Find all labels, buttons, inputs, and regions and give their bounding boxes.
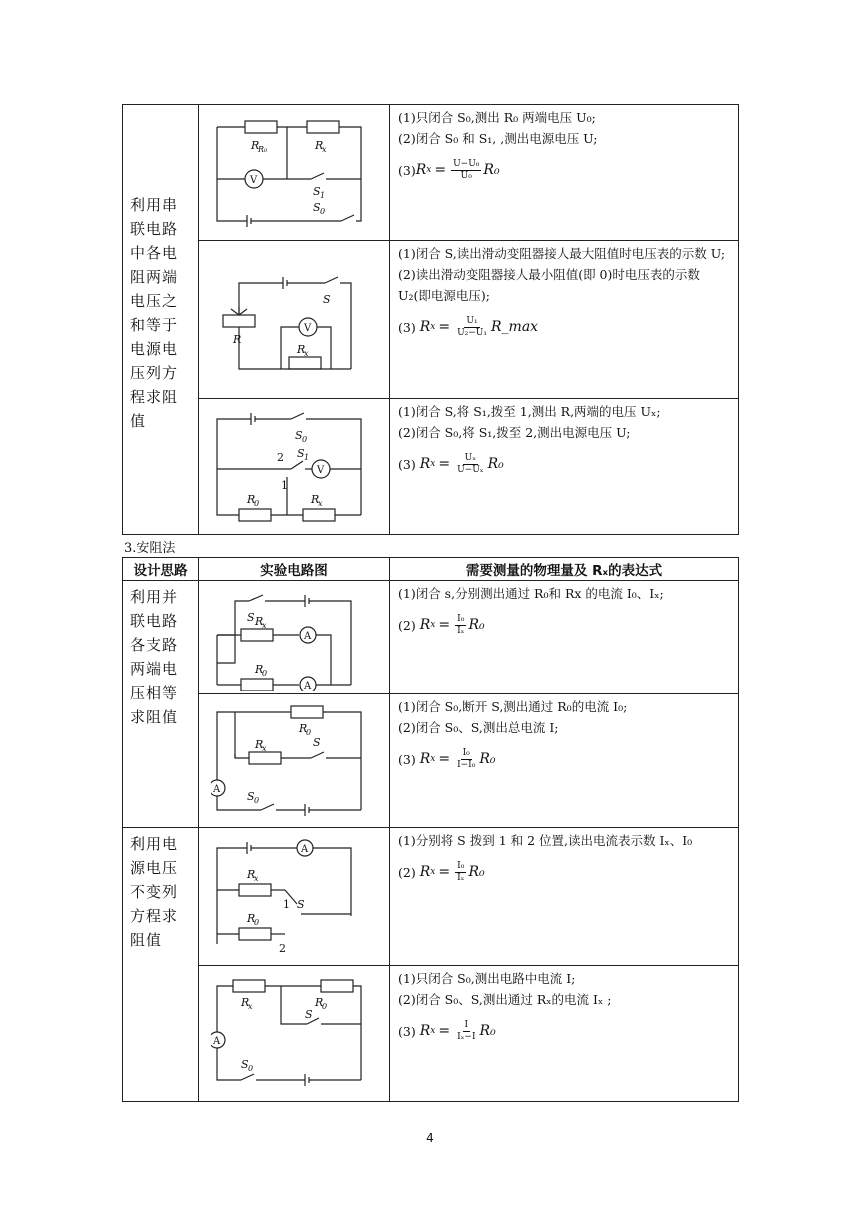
svg-text:0: 0	[254, 918, 260, 927]
formula-prefix: (3)	[398, 319, 416, 335]
circuit-diagram	[211, 972, 381, 1096]
formula: (3) R x = $\frac{I}{\text{Iₓ−I}}$ R₀	[398, 1019, 496, 1042]
svg-text:0: 0	[262, 669, 268, 678]
numerator: U₁	[466, 315, 478, 326]
fraction	[455, 614, 466, 637]
voltmeter-label: V	[304, 323, 312, 334]
formula: (3) R x = $\frac{\text{U₁}}{\text{U₂−U₁}}$ R_max	[398, 315, 539, 338]
svg-text:x: x	[318, 499, 323, 508]
category-cell	[123, 828, 199, 1102]
step-text: (1)闭合 S,读出滑动变阻器接人最大阻值时电压表的示数 U;	[398, 246, 726, 261]
svg-text:S: S	[313, 736, 321, 749]
svg-text:R: R	[315, 139, 324, 152]
formula-tail: R₀	[468, 616, 485, 633]
step-text: (2)闭合 S₀、S,测出总电流 I;	[398, 720, 559, 735]
numerator: Uₓ	[464, 452, 477, 463]
circuit-diagram	[211, 834, 381, 958]
measurement-cell	[390, 399, 739, 535]
svg-text:S: S	[247, 611, 255, 624]
svg-text:0: 0	[254, 796, 260, 805]
circuit-diagram	[211, 247, 381, 387]
voltmeter-label: V	[317, 465, 325, 476]
header-cell: 实验电路图	[199, 558, 390, 581]
svg-text:S: S	[323, 293, 331, 306]
numerator: I₀	[462, 747, 470, 758]
formula: (3) R x = $\frac{\text{Uₓ}}{\text{U−Uₓ}}$ R₀	[398, 452, 504, 475]
denominator: I−I₀	[457, 759, 476, 770]
formula-lhs-sub: x	[430, 753, 436, 764]
formula-tail: R₀	[479, 750, 496, 767]
formula-prefix: (2)	[398, 617, 416, 633]
formula-tail: R₀	[479, 1022, 496, 1039]
step-text: (1)分别将 S 拨到 1 和 2 位置,读出电流表示数 Iₓ、I₀	[398, 833, 693, 848]
category-text: 利用并联电路各支路两端电压相等求阻值	[130, 588, 179, 726]
fraction	[455, 453, 486, 476]
header-cell: 需要测量的物理量及 Rₓ的表达式	[390, 558, 739, 581]
header-cell: 设计思路	[123, 558, 199, 581]
svg-text:0: 0	[320, 207, 326, 216]
svg-text:R: R	[233, 333, 242, 346]
denominator: U−Uₓ	[457, 464, 484, 475]
svg-text:R: R	[315, 996, 324, 1009]
label-1: 1	[283, 898, 290, 911]
formula-tail: R₀	[468, 863, 485, 880]
step-text: (2)读出滑动变阻器接人最小阻值(即 0)时电压表的示数 U₂(即电源电压);	[398, 267, 700, 303]
denominator: U₂−U₁	[457, 327, 487, 338]
formula: (3) R x = $\frac{\text{U−U₀}}{\text{U₀}}$ R₀	[398, 158, 500, 181]
category-text: 利用电源电压不变列方程求阻值	[130, 835, 179, 949]
step-text: (1)闭合 S₀,断开 S,测出通过 R₀的电流 I₀;	[398, 699, 628, 714]
svg-text:x: x	[322, 145, 327, 154]
circuit-diagram-cell	[199, 581, 390, 694]
circuit-diagram-cell	[199, 241, 390, 399]
numerator: I₀	[457, 860, 465, 871]
formula-tail: R₀	[487, 455, 504, 472]
denominator: Iₓ	[457, 625, 465, 636]
ammeter-label: A	[304, 681, 312, 691]
svg-text:R: R	[247, 912, 256, 925]
formula-lhs-sub: x	[430, 321, 436, 332]
section-title: 3.安阻法	[124, 541, 176, 556]
measurement-cell	[390, 105, 739, 241]
formula-lhs: R	[419, 1022, 431, 1039]
svg-text:S: S	[241, 1058, 249, 1071]
step-text: (1)闭合 S,将 S₁,拨至 1,测出 R,两端的电压 Uₓ;	[398, 404, 661, 419]
label-2: 2	[279, 942, 286, 955]
fraction	[455, 748, 477, 771]
measurement-cell	[390, 966, 739, 1102]
svg-text:S: S	[297, 898, 305, 911]
bottom-table	[122, 557, 739, 1102]
numerator: I₀	[457, 613, 465, 624]
svg-text:S: S	[305, 1008, 313, 1021]
formula-prefix: (3)	[398, 162, 416, 178]
svg-text:x: x	[254, 874, 259, 883]
denominator: U₀	[460, 170, 472, 181]
formula-lhs-sub: x	[426, 164, 432, 175]
step-text: (2)闭合 S₀、S,测出通过 Rₓ的电流 Iₓ ;	[398, 992, 612, 1007]
voltmeter-label: V	[250, 175, 258, 186]
formula-lhs: R	[419, 863, 431, 880]
svg-text:0: 0	[254, 499, 260, 508]
top-table	[122, 104, 739, 535]
step-text: (2)闭合 S₀ 和 S₁, ,测出电源电压 U;	[398, 131, 598, 146]
formula-lhs-sub: x	[430, 619, 436, 630]
page-number: 4	[426, 1131, 434, 1145]
formula-prefix: (2)	[398, 864, 416, 880]
fraction	[455, 1020, 477, 1043]
svg-text:x: x	[248, 1002, 253, 1011]
svg-text:R: R	[255, 663, 264, 676]
circuit-diagram	[211, 587, 381, 691]
table-header-row	[123, 558, 739, 581]
formula: (2) R x = $\frac{\text{I₀}}{\text{Iₓ}}$ R₀	[398, 860, 485, 883]
svg-text:S: S	[297, 447, 305, 460]
formula-lhs-sub: x	[430, 866, 436, 877]
svg-text:R: R	[311, 493, 320, 506]
svg-text:S: S	[313, 185, 321, 198]
formula-prefix: (3)	[398, 751, 416, 767]
svg-text:x: x	[262, 621, 267, 630]
formula-lhs: R	[419, 616, 431, 633]
svg-text:1: 1	[320, 191, 326, 200]
measurement-cell	[390, 828, 739, 966]
formula-lhs: R	[415, 161, 427, 178]
formula-lhs: R	[419, 455, 431, 472]
formula-lhs: R	[419, 750, 431, 767]
category-cell	[123, 105, 199, 535]
step-text: (2)闭合 S₀,将 S₁,拨至 2,测出电源电压 U;	[398, 425, 631, 440]
formula-prefix: (3)	[398, 456, 416, 472]
ammeter-label: A	[213, 784, 221, 795]
circuit-diagram	[211, 700, 381, 824]
ammeter-label: A	[213, 1036, 221, 1047]
svg-text:R: R	[247, 493, 256, 506]
svg-text:x: x	[262, 744, 267, 753]
denominator: Iₓ−I	[457, 1031, 476, 1042]
svg-text:R: R	[299, 722, 308, 735]
measurement-cell	[390, 694, 739, 828]
formula: (3) R x = $\frac{\text{I₀}}{\text{I−I₀}}$ R₀	[398, 747, 496, 770]
svg-text:0: 0	[248, 1064, 254, 1073]
formula-tail: R_max	[491, 318, 539, 335]
svg-text:S: S	[313, 201, 321, 214]
label-1: 1	[281, 479, 288, 492]
numerator: U−U₀	[453, 158, 480, 169]
step-text: (1)闭合 s,分别测出通过 R₀和 Rx 的电流 I₀、Iₓ;	[398, 586, 664, 601]
label-2: 2	[277, 451, 284, 464]
fraction	[451, 159, 481, 182]
svg-text:S: S	[295, 429, 303, 442]
svg-text:R: R	[251, 139, 260, 152]
step-text: (1)只闭合 S₀,测出电路中电流 I;	[398, 971, 576, 986]
svg-text:0: 0	[306, 728, 312, 737]
category-text: 利用串联电路中各电阻两端电压之和等于电源电压列方程求阻值	[130, 195, 179, 430]
circuit-diagram-cell	[199, 828, 390, 966]
numerator: I	[464, 1019, 469, 1030]
circuit-diagram-cell	[199, 694, 390, 828]
circuit-diagram-cell	[199, 399, 390, 535]
ammeter-label: A	[304, 631, 312, 642]
formula-tail: R₀	[483, 161, 500, 178]
svg-text:S: S	[247, 790, 255, 803]
fraction	[455, 861, 466, 884]
svg-text:x: x	[304, 349, 309, 358]
circuit-diagram	[211, 111, 381, 235]
svg-text:R: R	[255, 615, 264, 628]
label-r0: R₀	[258, 145, 268, 154]
denominator: Iₓ	[457, 872, 465, 883]
step-text: (1)只闭合 S₀,测出 R₀ 两端电压 U₀;	[398, 110, 596, 125]
ammeter-label: A	[301, 844, 309, 855]
svg-text:0: 0	[302, 435, 308, 444]
svg-text:R: R	[241, 996, 250, 1009]
formula-lhs: R	[419, 318, 431, 335]
measurement-cell	[390, 581, 739, 694]
circuit-diagram	[211, 405, 381, 529]
formula-lhs-sub: x	[430, 1025, 436, 1036]
category-cell	[123, 581, 199, 828]
svg-text:1: 1	[304, 453, 310, 462]
svg-text:0: 0	[322, 1002, 328, 1011]
circuit-diagram-cell	[199, 105, 390, 241]
circuit-diagram-cell	[199, 966, 390, 1102]
svg-text:R: R	[255, 738, 264, 751]
formula: (2) R x = $\frac{\text{I₀}}{\text{Iₓ}}$ R₀	[398, 613, 485, 636]
formula-lhs-sub: x	[430, 458, 436, 469]
fraction	[455, 316, 489, 339]
svg-text:R: R	[247, 868, 256, 881]
measurement-cell	[390, 241, 739, 399]
formula-prefix: (3)	[398, 1023, 416, 1039]
svg-text:R: R	[297, 343, 306, 356]
